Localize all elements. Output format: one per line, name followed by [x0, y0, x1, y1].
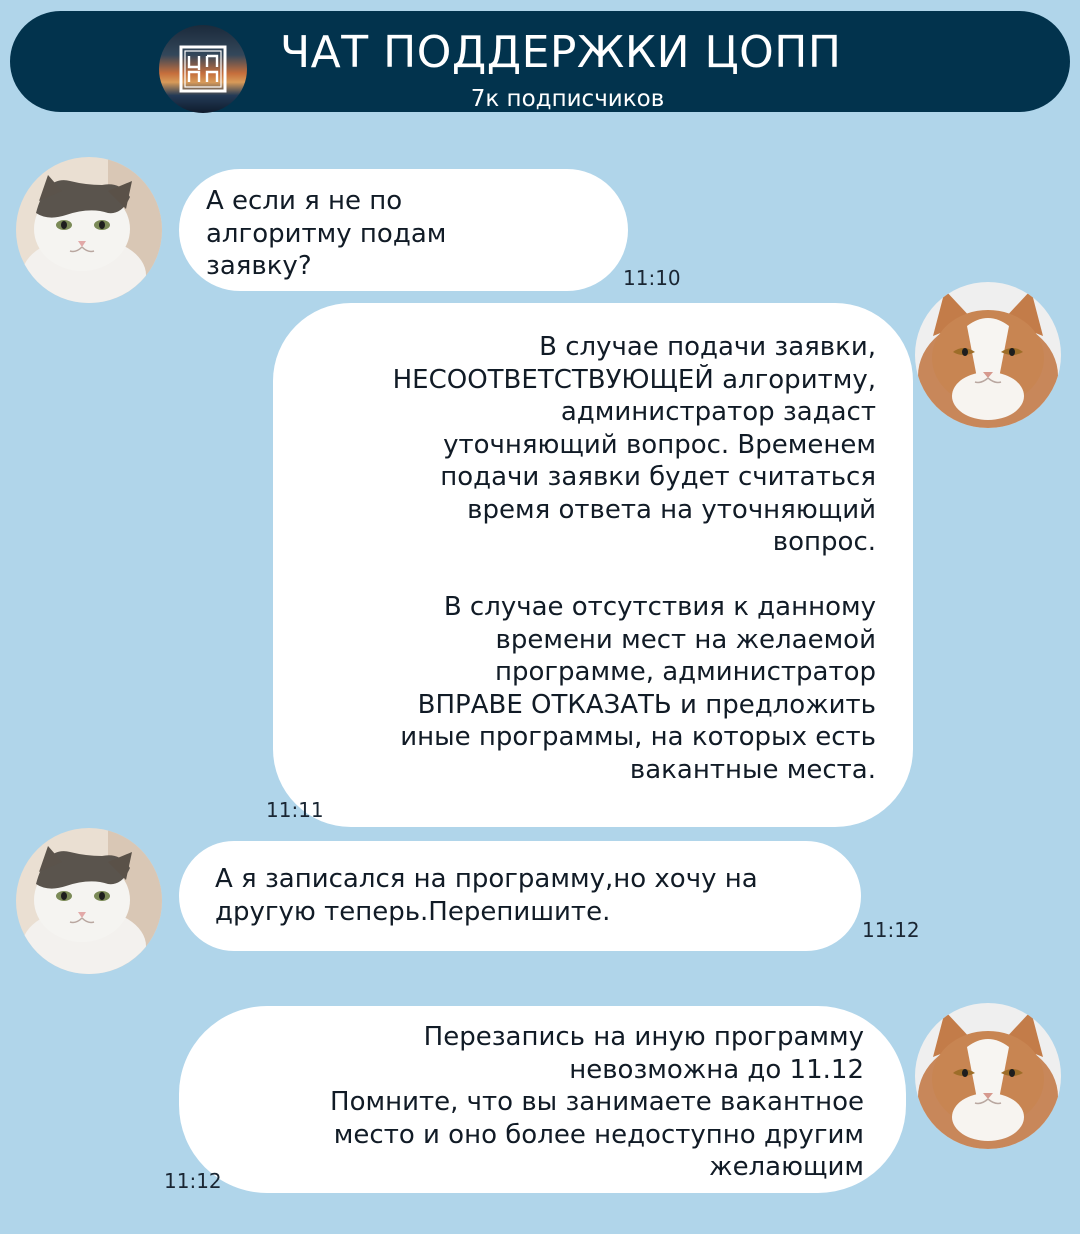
incoming-message-bubble[interactable] — [179, 841, 861, 951]
subscriber-count: 7к подписчиков — [470, 86, 665, 112]
message-time: 11:12 — [862, 918, 920, 942]
admin-avatar[interactable] — [915, 1003, 1061, 1149]
channel-logo[interactable] — [159, 25, 247, 113]
message-text: Перезапись на иную программу невозможна до 11.12 Помните, что вы занимаете вакантное место и оно более недоступно другим желающим — [330, 1022, 864, 1182]
outgoing-message-bubble[interactable] — [179, 1006, 906, 1193]
message-time: 11:10 — [623, 266, 681, 290]
outgoing-message-bubble[interactable] — [273, 303, 913, 827]
channel-title[interactable]: ЧАТ ПОДДЕРЖКИ ЦОПП — [280, 27, 842, 78]
white-gray-cat-avatar — [16, 157, 162, 303]
incoming-message-bubble[interactable] — [179, 169, 628, 291]
copp-logo-icon — [179, 45, 227, 93]
message-time: 11:12 — [164, 1169, 222, 1193]
message-text: А я записался на программу,но хочу на другую теперь.Перепишите. — [215, 864, 758, 927]
user-avatar[interactable] — [16, 157, 162, 303]
admin-avatar[interactable] — [915, 282, 1061, 428]
message-time: 11:11 — [266, 798, 324, 822]
white-gray-cat-avatar — [16, 828, 162, 974]
message-text: В случае подачи заявки, НЕСООТВЕТСТВУЮЩЕЙ алгоритму, администратор задаст уточняющий вопрос. Временем подачи заявки будет считаться время ответа на уточняющий вопрос. В случае отсутствия к данному времени мест на желаемой программе, администратор ВПРАВЕ ОТКАЗАТЬ и предложить иные программы, на которых есть вакантные места. — [392, 332, 876, 785]
chat-header — [10, 11, 1070, 112]
message-text: А если я не по алгоритму подам заявку? — [206, 186, 447, 281]
ginger-cat-avatar — [915, 282, 1061, 428]
user-avatar[interactable] — [16, 828, 162, 974]
ginger-cat-avatar — [915, 1003, 1061, 1149]
